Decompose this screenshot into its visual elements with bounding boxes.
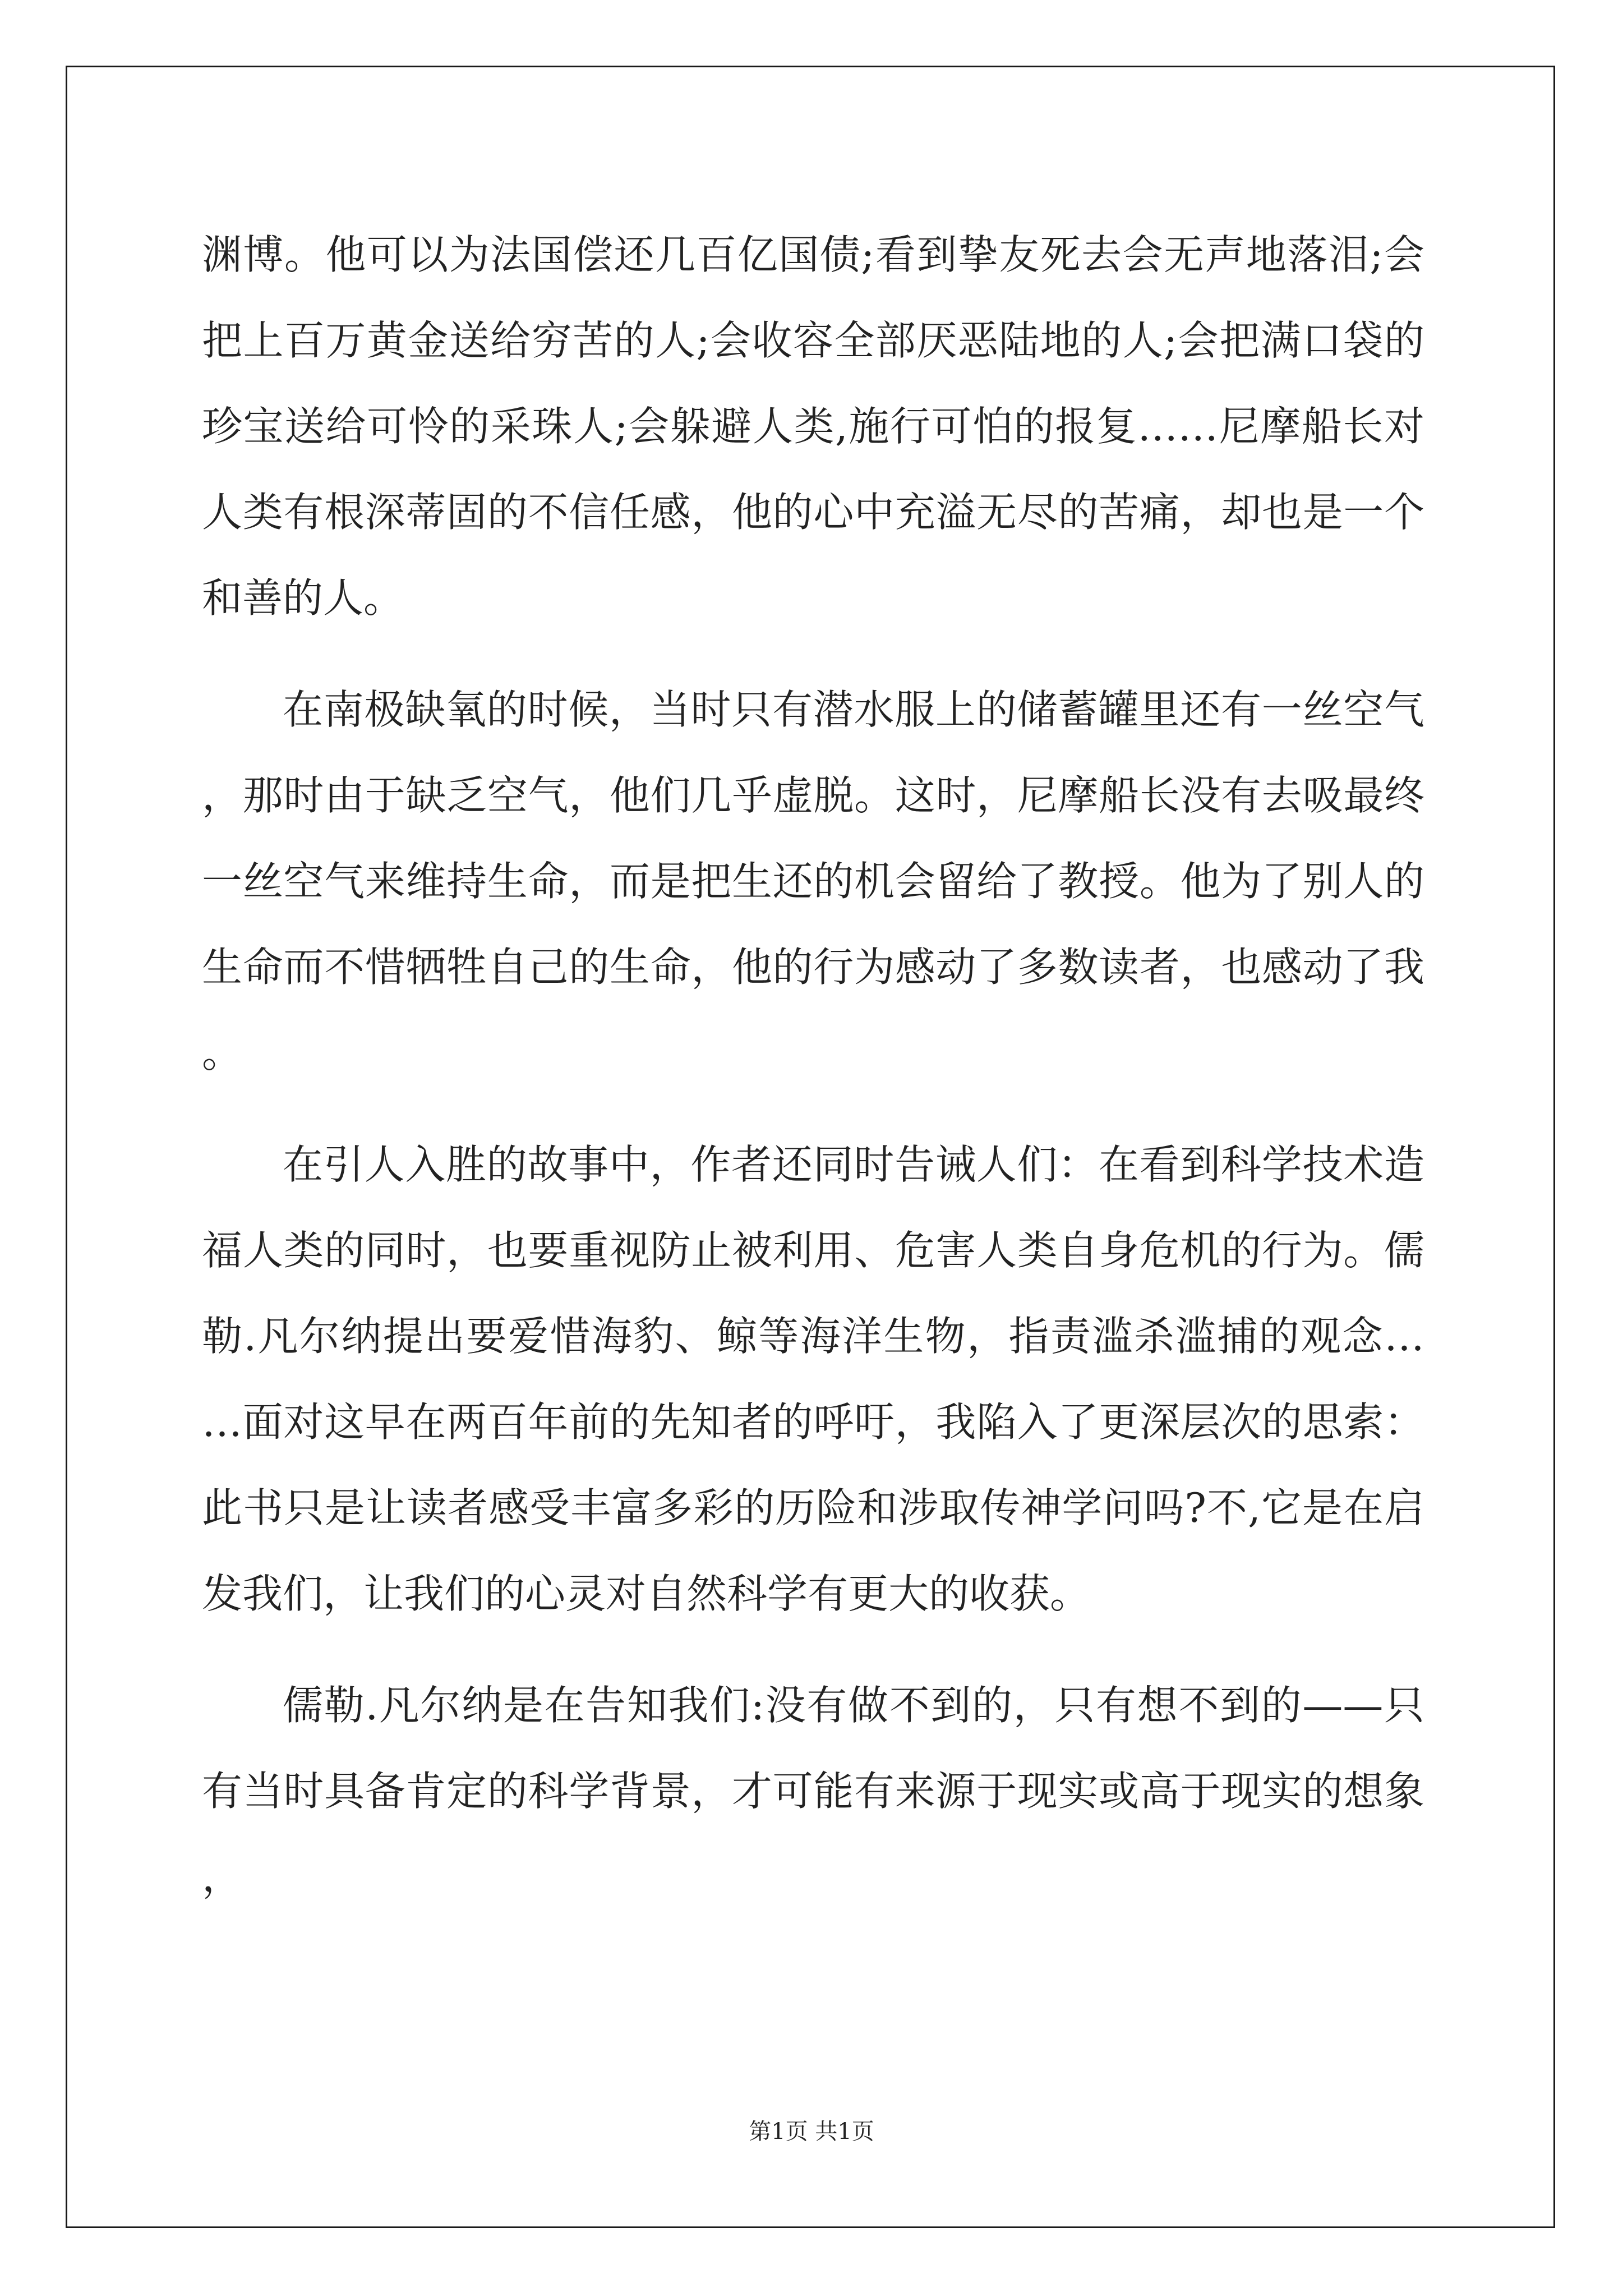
paragraph-2: 在南极缺氧的时候，当时只有潜水服上的储蓄罐里还有一丝空气，那时由于缺乏空气，他们几乎虚脱。这时，尼摩船长没有去吸最终一丝空气来维持生命，而是把生还的机会留给了教授。他为了别人的生命而不惜牺牲自己的生命，他的行为感动了多数读者，也感动了我。 bbox=[202, 686, 1424, 1076]
document-body bbox=[202, 212, 1424, 1946]
paragraph-4: 儒勒.凡尔纳是在告知我们:没有做不到的，只有想不到的——只有当时具备肯定的科学背景，才可能有来源于现实或高于现实的想象， bbox=[202, 1682, 1424, 1901]
paragraph-3: 在引人入胜的故事中，作者还同时告诫人们：在看到科学技术造福人类的同时，也要重视防止被利用、危害人类自身危机的行为。儒勒.凡尔纳提出要爱惜海豹、鲸等海洋生物，指责滥杀滥捕的观念……面对这早在两百年前的先知者的呼吁，我陷入了更深层次的思索：此书只是让读者感受丰富多彩的历险和涉取传神学问吗?不,它是在启发我们，让我们的心灵对自然科学有更大的收获。 bbox=[202, 1141, 1424, 1617]
page-number-footer: 第1页 共1页 bbox=[749, 2119, 874, 2145]
paragraph-1: 渊博。他可以为法国偿还几百亿国债;看到挚友死去会无声地落泪;会把上百万黄金送给穷苦的人;会收容全部厌恶陆地的人;会把满口袋的珍宝送给可怜的采珠人;会躲避人类,施行可怕的报复……尼摩船长对人类有根深蒂固的不信任感，他的心中充溢无尽的苦痛，却也是一个和善的人。 bbox=[202, 231, 1424, 622]
